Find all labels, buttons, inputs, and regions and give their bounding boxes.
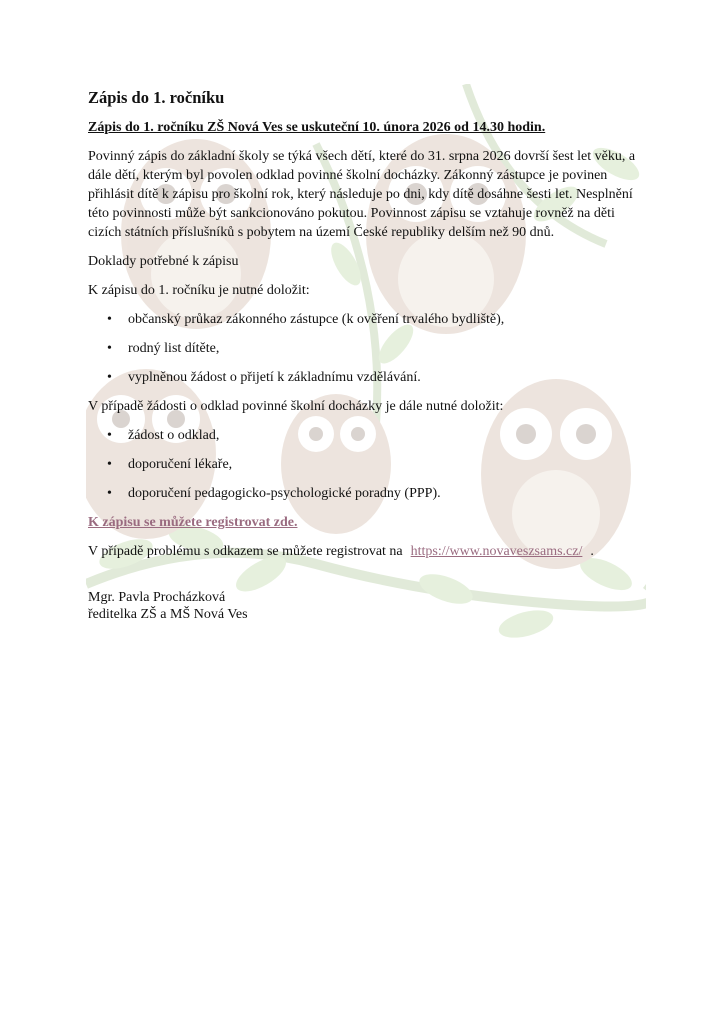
page-title: Zápis do 1. ročníku [88, 88, 225, 107]
list-item: • žádost o odklad, [128, 426, 640, 445]
postpone-list [88, 426, 640, 503]
register-link[interactable]: K zápisu se můžete registrovat zde. [88, 515, 298, 530]
intro-paragraph: Povinný zápis do základní školy se týká všech dětí, které do 31. srpna 2026 dovrší šest let věku, a dále dětí, kterým byl povolen odklad povinné školní docházky. Zákonný zástupce je povinen přihlásit dítě k zápisu pro školní rok, který následuje po dni, kdy dítě dosáhne šesti let. Nesplnění této povinnosti může být sankcionováno pokutou. Povinnost zápisu se vztahuje rovněž na děti cizích státních příslušníků s pobytem na území České republiky delším než 90 dnů. [88, 149, 636, 240]
document-body [88, 84, 640, 623]
list-item: • rodný list dítěte, [128, 339, 640, 358]
problem-end: . [590, 544, 594, 559]
list-item: • vyplněnou žádost o přijetí k základnímu vzdělávání. [128, 368, 640, 387]
postpone-intro: V případě žádosti o odklad povinné školní docházky je dále nutné doložit: [88, 399, 504, 414]
list-item: • doporučení lékaře, [128, 455, 640, 474]
docs-heading: Doklady potřebné k zápisu [88, 254, 239, 269]
docs-list [88, 310, 640, 387]
list-item: • doporučení pedagogicko-psychologické poradny (PPP). [128, 484, 640, 503]
list-item: • občanský průkaz zákonného zástupce (k ověření trvalého bydliště), [128, 310, 640, 329]
register-paragraph [88, 513, 640, 532]
website-link[interactable]: https://www.novaveszsams.cz/ [410, 544, 583, 559]
docs-intro: K zápisu do 1. ročníku je nutné doložit: [88, 283, 310, 298]
signature-role: ředitelka ZŠ a MŠ Nová Ves [88, 607, 248, 622]
signature-block [88, 589, 640, 623]
problem-text: V případě problému s odkazem se můžete registrovat na [88, 544, 403, 559]
problem-paragraph [88, 542, 640, 561]
enrollment-date-heading: Zápis do 1. ročníku ZŠ Nová Ves se uskuteční 10. února 2026 od 14.30 hodin. [88, 120, 546, 135]
signature-name: Mgr. Pavla Procházková [88, 590, 226, 605]
